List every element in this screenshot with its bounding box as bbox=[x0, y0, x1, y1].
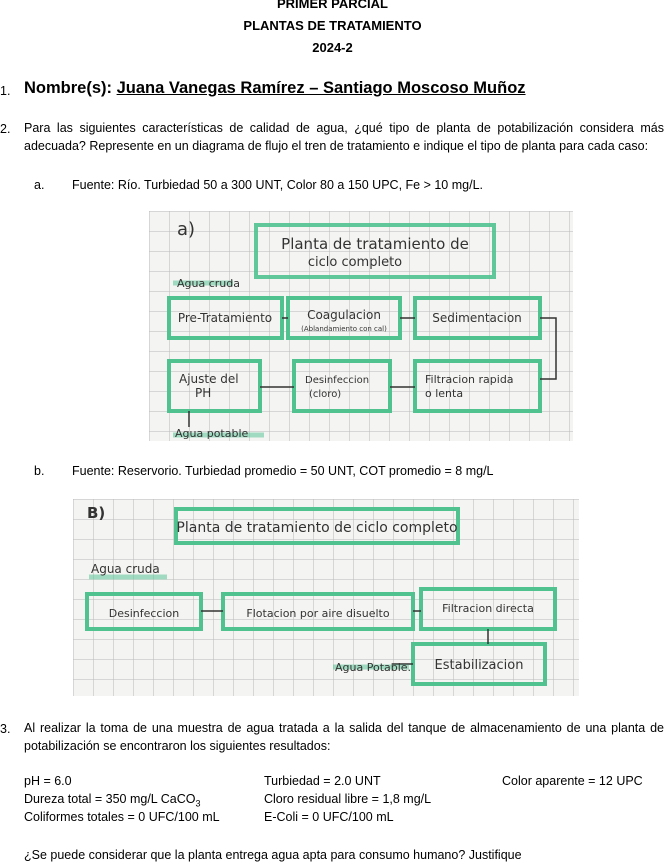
student-names: Juana Vanegas Ramírez – Santiago Moscoso Muñoz bbox=[116, 79, 526, 97]
fig-a-box-desinfeccion-l2: (cloro) bbox=[309, 389, 342, 400]
q3-text: Al realizar la toma de una muestra de agua tratada a la salida del tanque de almacenamiento de una planta de potabilización se encontraron los siguientes resultados: bbox=[24, 721, 664, 753]
result-dureza-text: Dureza total = 350 mg/L CaCO bbox=[24, 792, 196, 806]
q2a-letter: a. bbox=[34, 178, 45, 192]
q3-number: 3. bbox=[0, 722, 11, 736]
fig-a-box-filtracion-l1: Filtracion rapida bbox=[425, 373, 514, 386]
fig-a-box-coagulacion-sub: (Ablandamiento con cal) bbox=[301, 325, 387, 333]
result-color: Color aparente = 12 UPC bbox=[502, 774, 643, 788]
fig-b-box-estabilizacion: Estabilizacion bbox=[434, 658, 524, 673]
term: 2024-2 bbox=[312, 40, 353, 55]
course-title: PLANTAS DE TRATAMIENTO bbox=[243, 18, 422, 33]
fig-a-title-l1: Planta de tratamiento de bbox=[281, 235, 469, 253]
fig-a-input: Agua cruda bbox=[177, 277, 240, 290]
exam-title: PRIMER PARCIAL bbox=[277, 0, 388, 11]
result-ph: pH = 6.0 bbox=[24, 774, 72, 788]
fig-a-box-desinfeccion-l1: Desinfeccion bbox=[305, 375, 370, 386]
names-label: Nombre(s): bbox=[24, 79, 117, 97]
result-dureza bbox=[24, 792, 201, 809]
q1-names-line bbox=[24, 79, 526, 98]
fig-b-box-filtracion: Filtracion directa bbox=[442, 602, 534, 615]
result-ecoli: E-Coli = 0 UFC/100 mL bbox=[264, 810, 394, 824]
result-dureza-subscript: 3 bbox=[195, 798, 201, 809]
result-turbiedad: Turbiedad = 2.0 UNT bbox=[264, 774, 381, 788]
diagram-a bbox=[149, 211, 573, 441]
fig-a-tag: a) bbox=[177, 219, 196, 240]
fig-a-box-sedimentacion: Sedimentacion bbox=[432, 311, 522, 325]
fig-a-box-filtracion-l2: o lenta bbox=[425, 387, 464, 400]
result-cloro: Cloro residual libre = 1,8 mg/L bbox=[264, 792, 432, 806]
fig-a-box-coagulacion: Coagulacion bbox=[307, 308, 381, 322]
fig-b-output: Agua Potable. bbox=[335, 661, 412, 674]
fig-a-output: Agua potable bbox=[175, 427, 249, 440]
fig-b-tag: B) bbox=[87, 504, 106, 522]
q2-number: 2. bbox=[0, 122, 11, 136]
q1-number: 1. bbox=[0, 84, 11, 98]
q3-question: ¿Se puede considerar que la planta entrega agua apta para consumo humano? Justifique bbox=[24, 848, 522, 862]
fig-b-input: Agua cruda bbox=[91, 562, 160, 576]
diagram-b bbox=[73, 499, 579, 696]
fig-a-box-ajuste-l1: Ajuste del bbox=[179, 372, 239, 386]
fig-b-box-flotacion: Flotacion por aire disuelto bbox=[246, 607, 390, 620]
result-coliformes: Coliformes totales = 0 UFC/100 mL bbox=[24, 810, 220, 824]
fig-b-box-desinfeccion: Desinfeccion bbox=[108, 607, 180, 620]
fig-b-title: Planta de tratamiento de ciclo completo bbox=[176, 520, 458, 536]
fig-a-box-pretratamiento: Pre-Tratamiento bbox=[177, 311, 273, 325]
q2b-letter: b. bbox=[34, 464, 45, 478]
q2b-text: Fuente: Reservorio. Turbiedad promedio = 50 UNT, COT promedio = 8 mg/L bbox=[72, 464, 494, 478]
q2a-text: Fuente: Río. Turbiedad 50 a 300 UNT, Color 80 a 150 UPC, Fe > 10 mg/L. bbox=[72, 178, 483, 192]
q2-text: Para las siguientes características de calidad de agua, ¿qué tipo de planta de potabilización considera más adecuada? Represente en un diagrama de flujo el tren de tratamiento e indique el tipo de planta para cada caso: bbox=[24, 121, 664, 153]
fig-a-box-ajuste-l2: PH bbox=[195, 386, 212, 400]
fig-a-title-l2: ciclo completo bbox=[307, 255, 403, 270]
